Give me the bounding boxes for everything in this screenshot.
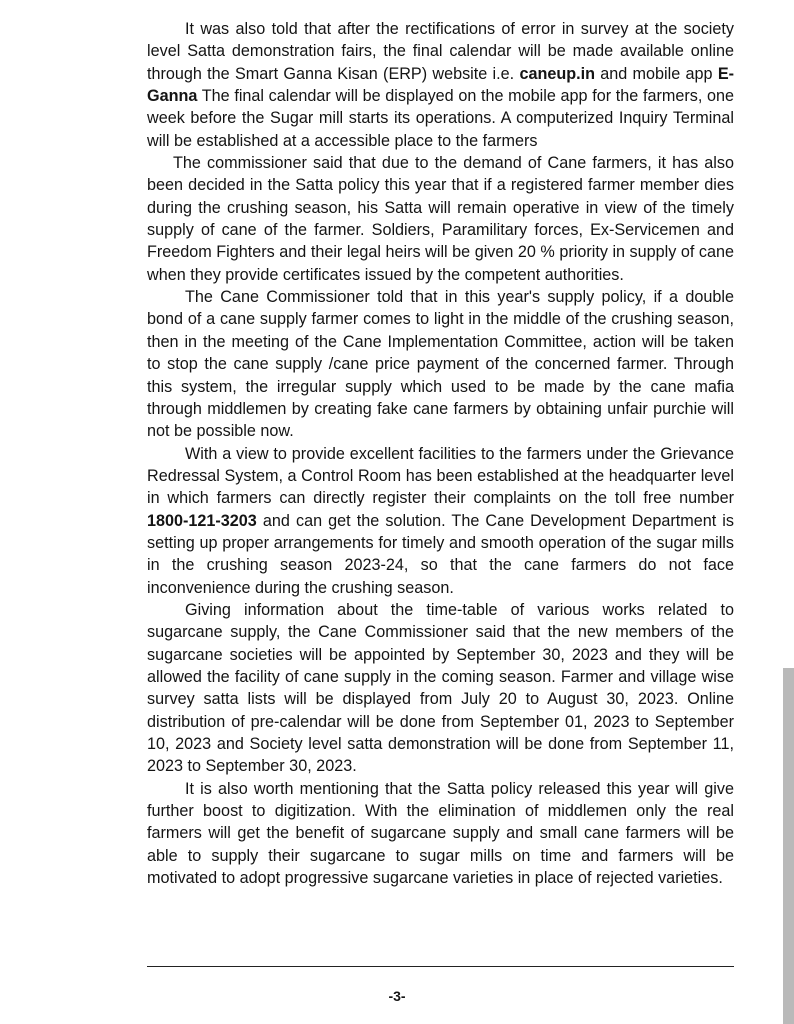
paragraph-4 [147,443,734,599]
paragraph-text: The final calendar will be displayed on the mobile app for the farmers, one week before the Sugar mill starts its operations. A computerized Inquiry Terminal will be established at a accessible place to the farmers [147,87,734,150]
page-number: -3- [388,988,406,1004]
document-body [147,18,734,889]
paragraph-5 [147,599,734,778]
highlighted-term: 1800-121-3203 [147,511,257,530]
paragraph-text: and mobile app [595,64,718,83]
paragraph-text: The commissioner said that due to the demand of Cane farmers, it has also been decided in the Satta policy this year that if a registered farmer member dies during the crushing season, his Satta will remain operative in view of the timely supply of cane of the farmer. Soldiers, Paramilitary forces, Ex-Servicemen and Freedom Fighters and their legal heirs will be given 20 % priority in supply of cane when they provide certificates issued by the competent authorities. [147,154,734,284]
paragraph-1 [147,18,734,152]
paragraph-text: and can get the solution. The Cane Development Department is setting up proper arrangements for timely and smooth operation of the sugar mills in the crushing season 2023-24, so that the cane farmers do not face inconvenience during the crushing season. [147,511,734,597]
paragraph-text: It was also told that after the rectifications of error in survey at the society level Satta demonstration fairs, the final calendar will be made available online through the Smart Ganna Kisan (ERP) website i.e. [147,20,734,83]
paragraph-text: It is also worth mentioning that the Satta policy released this year will give further boost to digitization. With the elimination of middlemen only the real farmers will get the benefit of sugarcane supply and small cane farmers will be able to supply their sugarcane to sugar mills on time and farmers will be motivated to adopt progressive sugarcane varieties in place of rejected varieties. [147,779,734,888]
highlighted-term: caneup.in [519,64,595,83]
footer-rule [147,966,734,967]
paragraph-text: The Cane Commissioner told that in this year's supply policy, if a double bond of a cane supply farmer comes to light in the middle of the crushing season, then in the meeting of the Cane Implementation Committee, action will be taken to stop the cane supply /cane price payment of the concerned farmer. Through this system, the irregular supply which used to be made by the cane mafia through middlemen by creating fake cane farmers by obtaining unfair purchie will not be possible now. [147,288,734,441]
paragraph-2 [147,152,734,286]
paragraph-6 [147,778,734,890]
paragraph-3 [147,286,734,442]
paragraph-text: With a view to provide excellent facilities to the farmers under the Grievance Redressal System, a Control Room has been established at the headquarter level in which farmers can directly register their complaints on the toll free number [147,444,734,508]
highlighted-term: E-Ganna [147,64,734,106]
paragraph-text: Giving information about the time-table of various works related to sugarcane supply, the Cane Commissioner said that the new members of the sugarcane societies will be appointed by September 30, 2023 and they will be allowed the facility of cane supply in the coming season. Farmer and village wise survey satta lists will be displayed from July 20 to August 30, 2023. Online distribution of pre-calendar will be done from September 01, 2023 to September 10, 2023 and Society level satta demonstration will be done from September 11, 2023 to September 30, 2023. [147,600,734,776]
scrollbar[interactable] [783,668,794,1024]
